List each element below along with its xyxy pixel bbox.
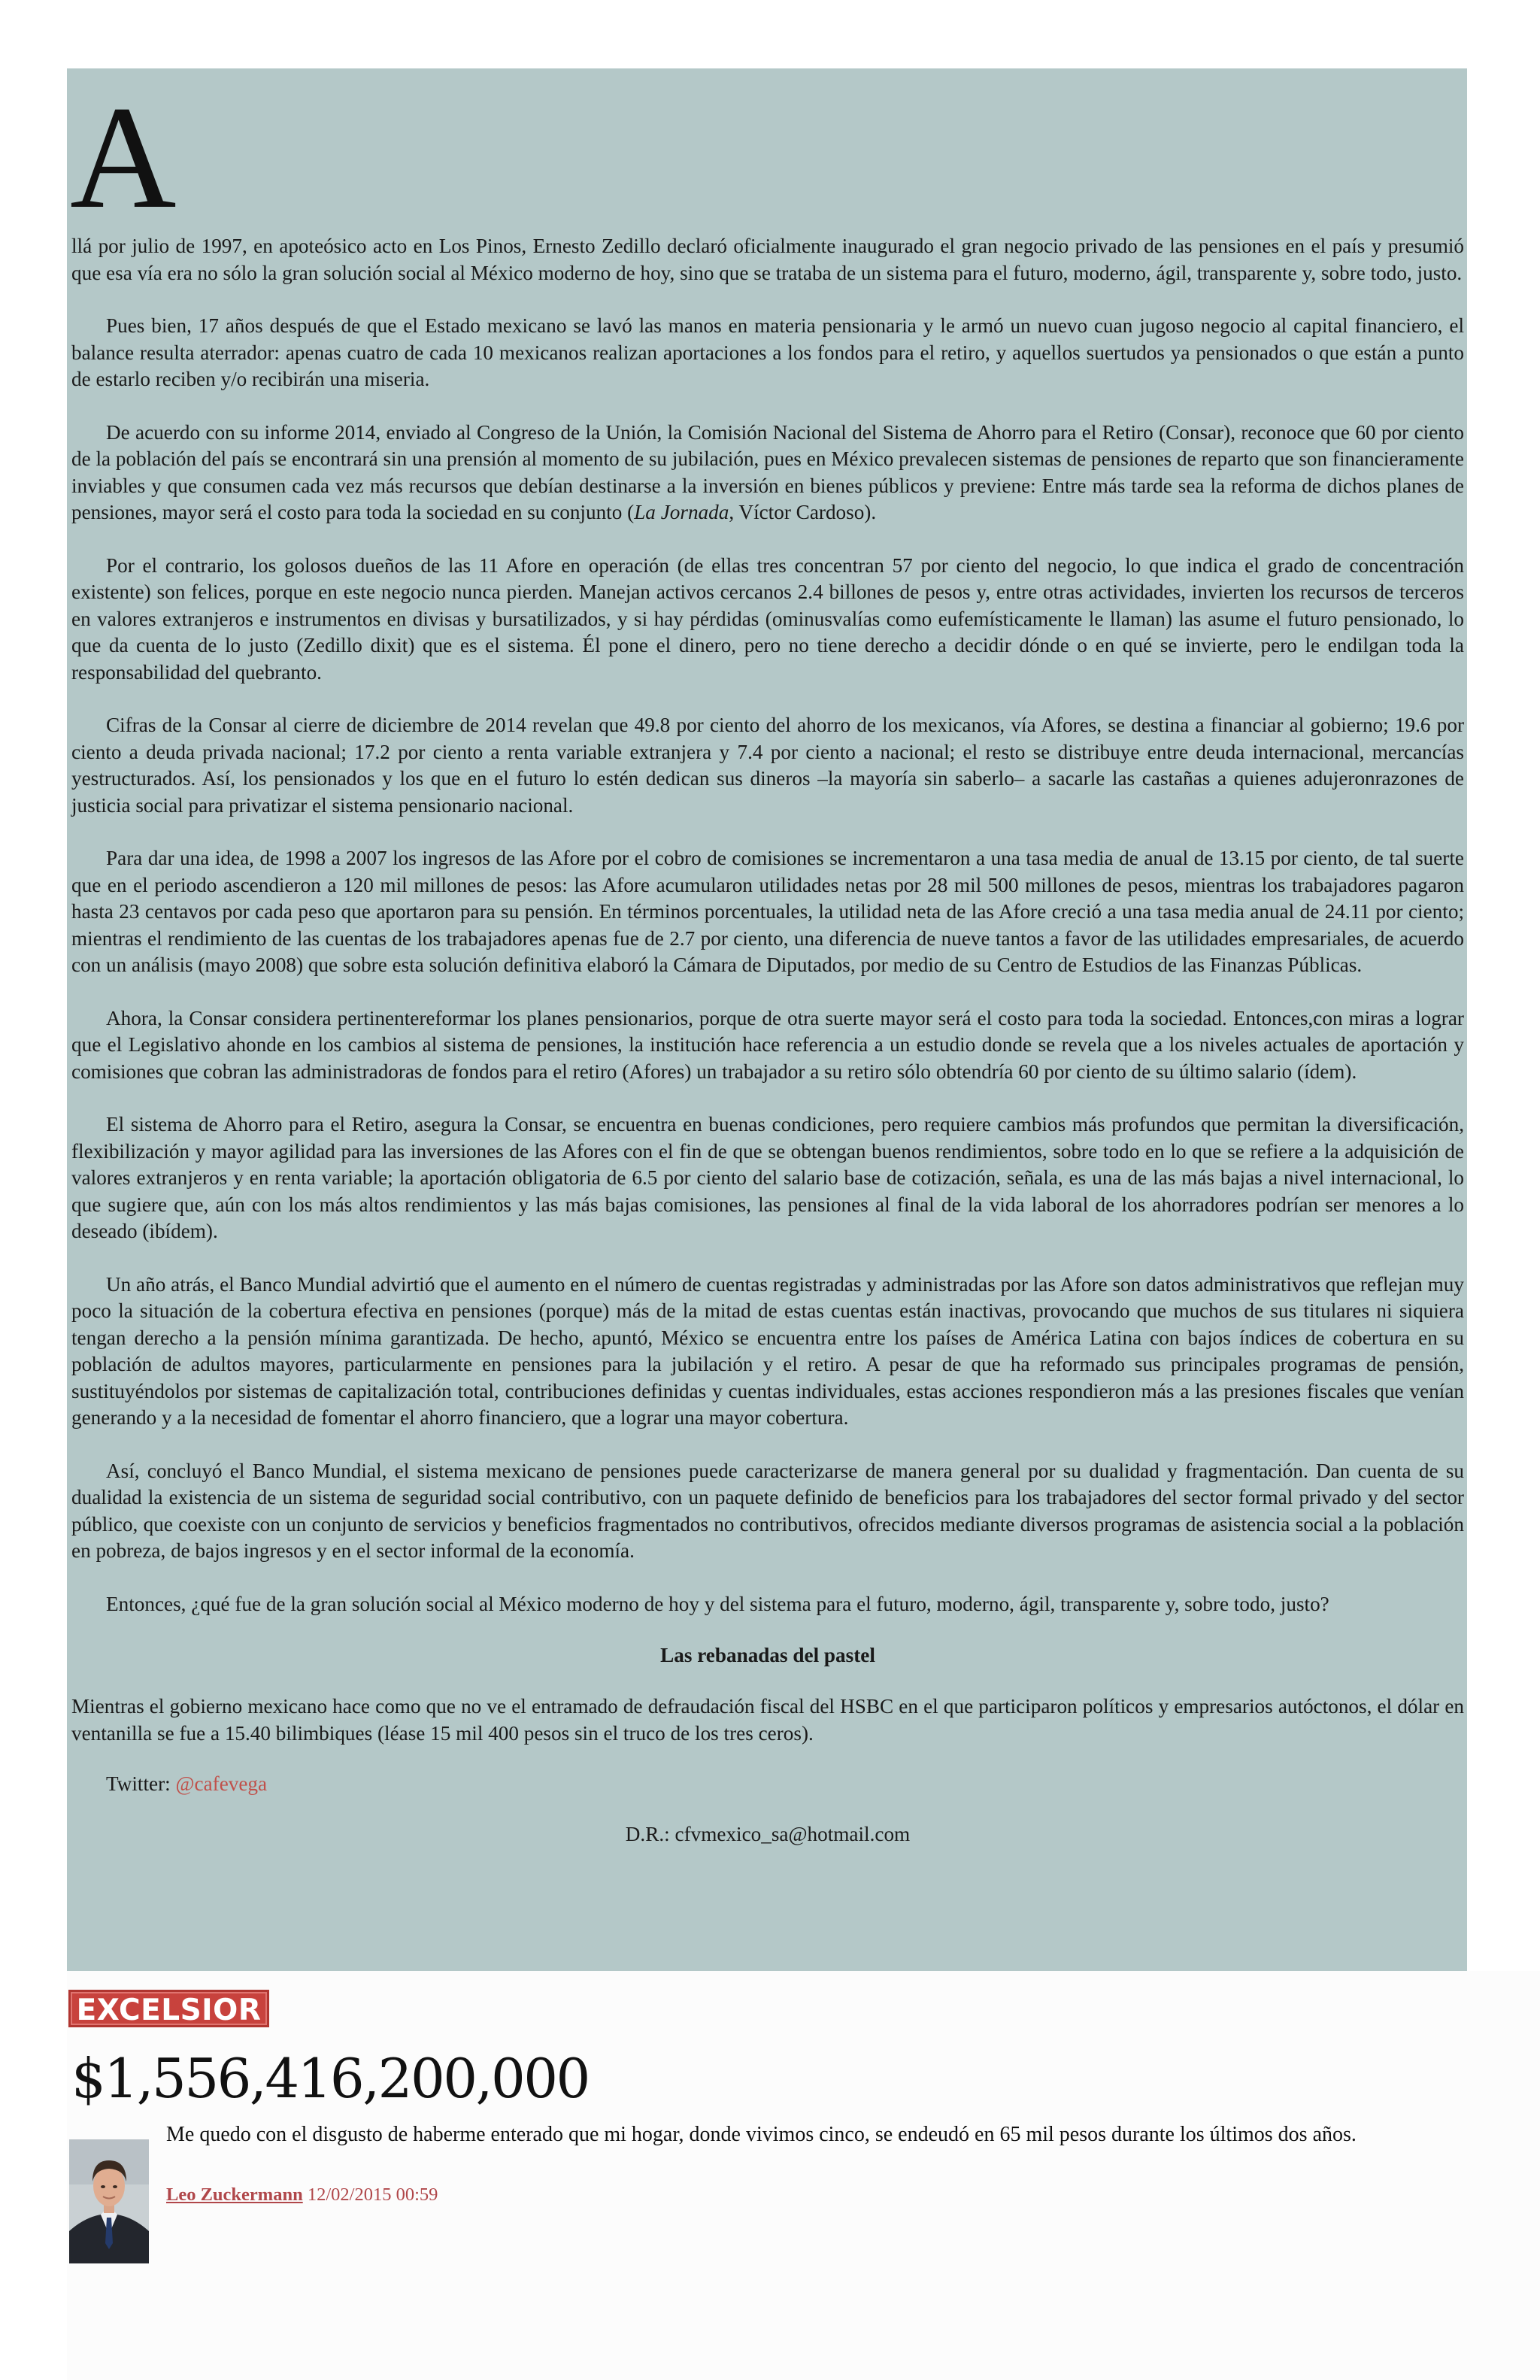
author-link[interactable]: Leo Zuckermann [166,2184,303,2205]
excelsior-widget [67,1971,1540,2380]
article-paragraph: Ahora, la Consar considera pertinentereformar los planes pensionarios, porque de otra suerte mayor será el costo para toda la sociedad. Entonces,con miras a lograr que el Legislativo ahonde en los cambios al sistema de pensiones, la institución hace referencia a un estudio donde se revela que a los niveles actuales de aportación y comisiones que cobran las administradoras de fondos para el retiro (Afores) un trabajador a su retiro sólo obtendría 60 por ciento de su último salario (ídem). [71,1006,1464,1083]
section-heading: Las rebanadas del pastel [660,1644,875,1666]
article-paragraph: Entonces, ¿qué fue de la gran solución social al México moderno de hoy y del sistema para el futuro, moderno, ágil, transparente y, sobre todo, justo? [106,1592,1329,1615]
author-portrait-icon [69,2139,149,2263]
article-paragraph: Cifras de la Consar al cierre de diciembre de 2014 revelan que 49.8 por ciento del ahorro de los mexicanos, vía Afores, se destina a financiar al gobierno; 19.6 por ciento a deuda privada nacional; 17.2 por ciento a renta variable extranjera y 7.4 por ciento a nacional; el resto se distribuye entre deuda internacional, mercancías yestructurados. Así, los pensionados y los que en el futuro lo estén dedican sus dineros –la mayoría sin saberlo– a sacarle las castañas a quienes adujeronrazones de justicia social para privatizar el sistema pensionario nacional. [71,714,1464,817]
drop-cap: A [70,76,177,239]
article-paragraph: Por el contrario, los golosos dueños de las 11 Afore en operación (de ellas tres concentran 57 por ciento del negocio, lo que indica el grado de concentración existente) son felices, porque en este negocio nunca pierden. Manejan activos cercanos 2.4 billones de pesos y, entre otras actividades, invierten los recursos de terceros en valores extranjeros e instrumentos en divisas y bursatilizados, y si hay pérdidas (ominusvalías como eufemísticamente le llaman) las asume el futuro pensionado, lo que da cuenta de lo justo (Zedillo dixit) que es el sistema. Él pone el dinero, pero no tiene derecho a decidir dónde o en qué se invierte, pero le endilgan toda la responsabilidad del quebranto. [71,553,1464,684]
twitter-label: Twitter: [106,1772,176,1795]
twitter-handle-link[interactable]: @cafevega [175,1772,268,1795]
article-body [67,68,1467,1971]
author-photo [69,2139,149,2263]
byline [166,2183,438,2207]
twitter-line [71,1771,1464,1798]
excelsior-logo[interactable]: EXCELSIOR [68,1990,269,2027]
article-paragraph: llá por julio de 1997, en apoteósico acto en Los Pinos, Ernesto Zedillo declaró oficialmente inaugurado el gran negocio privado de las pensiones en el país y presumió que esa vía era no sólo la gran solución social al México moderno de hoy, sino que se trataba de un sistema para el futuro, moderno, ágil, transparente y, sobre todo, justo. [71,235,1464,284]
quote-text: Me quedo con el disgusto de haberme enterado que mi hogar, donde vivimos cinco, se endeudó en 65 mil pesos durante los últimos dos años. [166,2123,1357,2146]
rebanadas-paragraph: Mientras el gobierno mexicano hace como que no ve el entramado de defraudación fiscal del HSBC en el que participaron políticos y empresarios autóctonos, el dólar en ventanilla se fue a 15.40 bilimbiques (léase 15 mil 400 pesos sin el truco de los tres ceros). [71,1695,1464,1745]
article-paragraph: Pues bien, 17 años después de que el Estado mexicano se lavó las manos en materia pensionaria y le armó un nuevo cuan jugoso negocio al capital financiero, el balance resulta aterrador: apenas cuatro de cada 10 mexicanos realizan aportaciones a los fondos para el retiro, y aquellos suertudos ya pensionados o que están a punto de estarlo reciben y/o recibirán una miseria. [71,314,1464,390]
article-paragraph: El sistema de Ahorro para el Retiro, asegura la Consar, se encuentra en buenas condiciones, pero requiere cambios más profundos que permitan la diversificación, flexibilización y mayor agilidad para las inversiones de las Afores con el fin de que se obtengan buenos rendimientos, sobre todo en lo que se refiere a la adquisición de valores extranjeros y en renta variable; la aportación obligatoria de 6.5 por ciento del salario base de cotización, señala, es una de las más bajas a nivel internacional, lo que sugiere que, aún con los más altos rendimientos y las más bajas comisiones, las pensiones al final de la vida laboral de los ahorradores podrían ser menores a lo deseado (ibídem). [71,1113,1464,1242]
citation-source: La Jornada [634,501,729,523]
article-paragraph: Un año atrás, el Banco Mundial advirtió que el aumento en el número de cuentas registradas y administradas por las Afore son datos administrativos que reflejan muy poco la situación de la cobertura efectiva en pensiones (porque) más de la mitad de estas cuentas están inactivas, provocando que muchos de sus titulares ni siquiera tengan derecho a la pensión mínima garantizada. De hecho, apuntó, México se encuentra entre los países de América Latina con bajos índices de cobertura en su población de adultos mayores, particularmente en pensiones para la jubilación y el retiro. A pesar de que ha reformado sus principales programas de pensión, sustituyéndolos por sistemas de capitalización total, contribuciones definidas y cuentas individuales, estas acciones respondieron más a las presiones fiscales que venían generando y a la necesidad de fomentar el ahorro financiero, que a lograr una mayor cobertura. [71,1272,1464,1429]
timestamp: 12/02/2015 00:59 [307,2184,438,2205]
contact-email: D.R.: cfvmexico_sa@hotmail.com [625,1822,911,1845]
citation-author: , Víctor Cardoso). [729,501,877,523]
article-paragraph-citation [71,420,1464,526]
headline-number[interactable]: $1,556,416,200,000 [71,2047,589,2110]
article-paragraph: Así, concluyó el Banco Mundial, el sistema mexicano de pensiones puede caracterizarse de manera general por su dualidad y fragmentación. Dan cuenta de su dualidad la existencia de un sistema de seguridad social contributivo, con un paquete definido de beneficios para los trabajadores del sector formal privado y del sector público, que coexiste con un conjunto de servicios y beneficios fragmentados no contributivos, ofrecidos mediante diversos programas de asistencia social a la población en pobreza, de bajos ingresos y en el sector informal de la economía. [71,1459,1464,1562]
article-paragraph: Para dar una idea, de 1998 a 2007 los ingresos de las Afore por el cobro de comisiones se incrementaron a una tasa media de anual de 13.15 por ciento, de tal suerte que en el periodo ascendieron a 120 mil millones de pesos: las Afore acumularon utilidades netas por 28 mil 500 millones de pesos, mientras los trabajadores pagaron hasta 23 centavos por cada peso que aportaron para su pensión. En términos porcentuales, la utilidad neta de las Afore creció a una tasa media anual de 24.11 por ciento; mientras el rendimiento de las cuentas de los trabajadores apenas fue de 2.7 por ciento, una diferencia de nueve tantos a favor de las utilidades empresariales, de acuerdo con un análisis (mayo 2008) que sobre esta solución definitiva elaboró la Cámara de Diputados, por medio de su Centro de Estudios de las Finanzas Públicas. [71,847,1464,976]
paragraph-text: De acuerdo con su informe 2014, enviado al Congreso de la Unión, la Comisión Nacional del Sistema de Ahorro para el Retiro (Consar), reconoce que 60 por ciento de la población del país se encontrará sin una prensión al momento de su jubilación, pues en México prevalecen sistemas de pensiones de reparto que son financieramente inviables y que consumen cada vez más recursos que debían destinarse a la inversión en bienes públicos y previene: Entre más tarde sea la reforma de dichos planes de pensiones, mayor será el costo para toda la sociedad en su conjunto ( [71,420,1464,523]
